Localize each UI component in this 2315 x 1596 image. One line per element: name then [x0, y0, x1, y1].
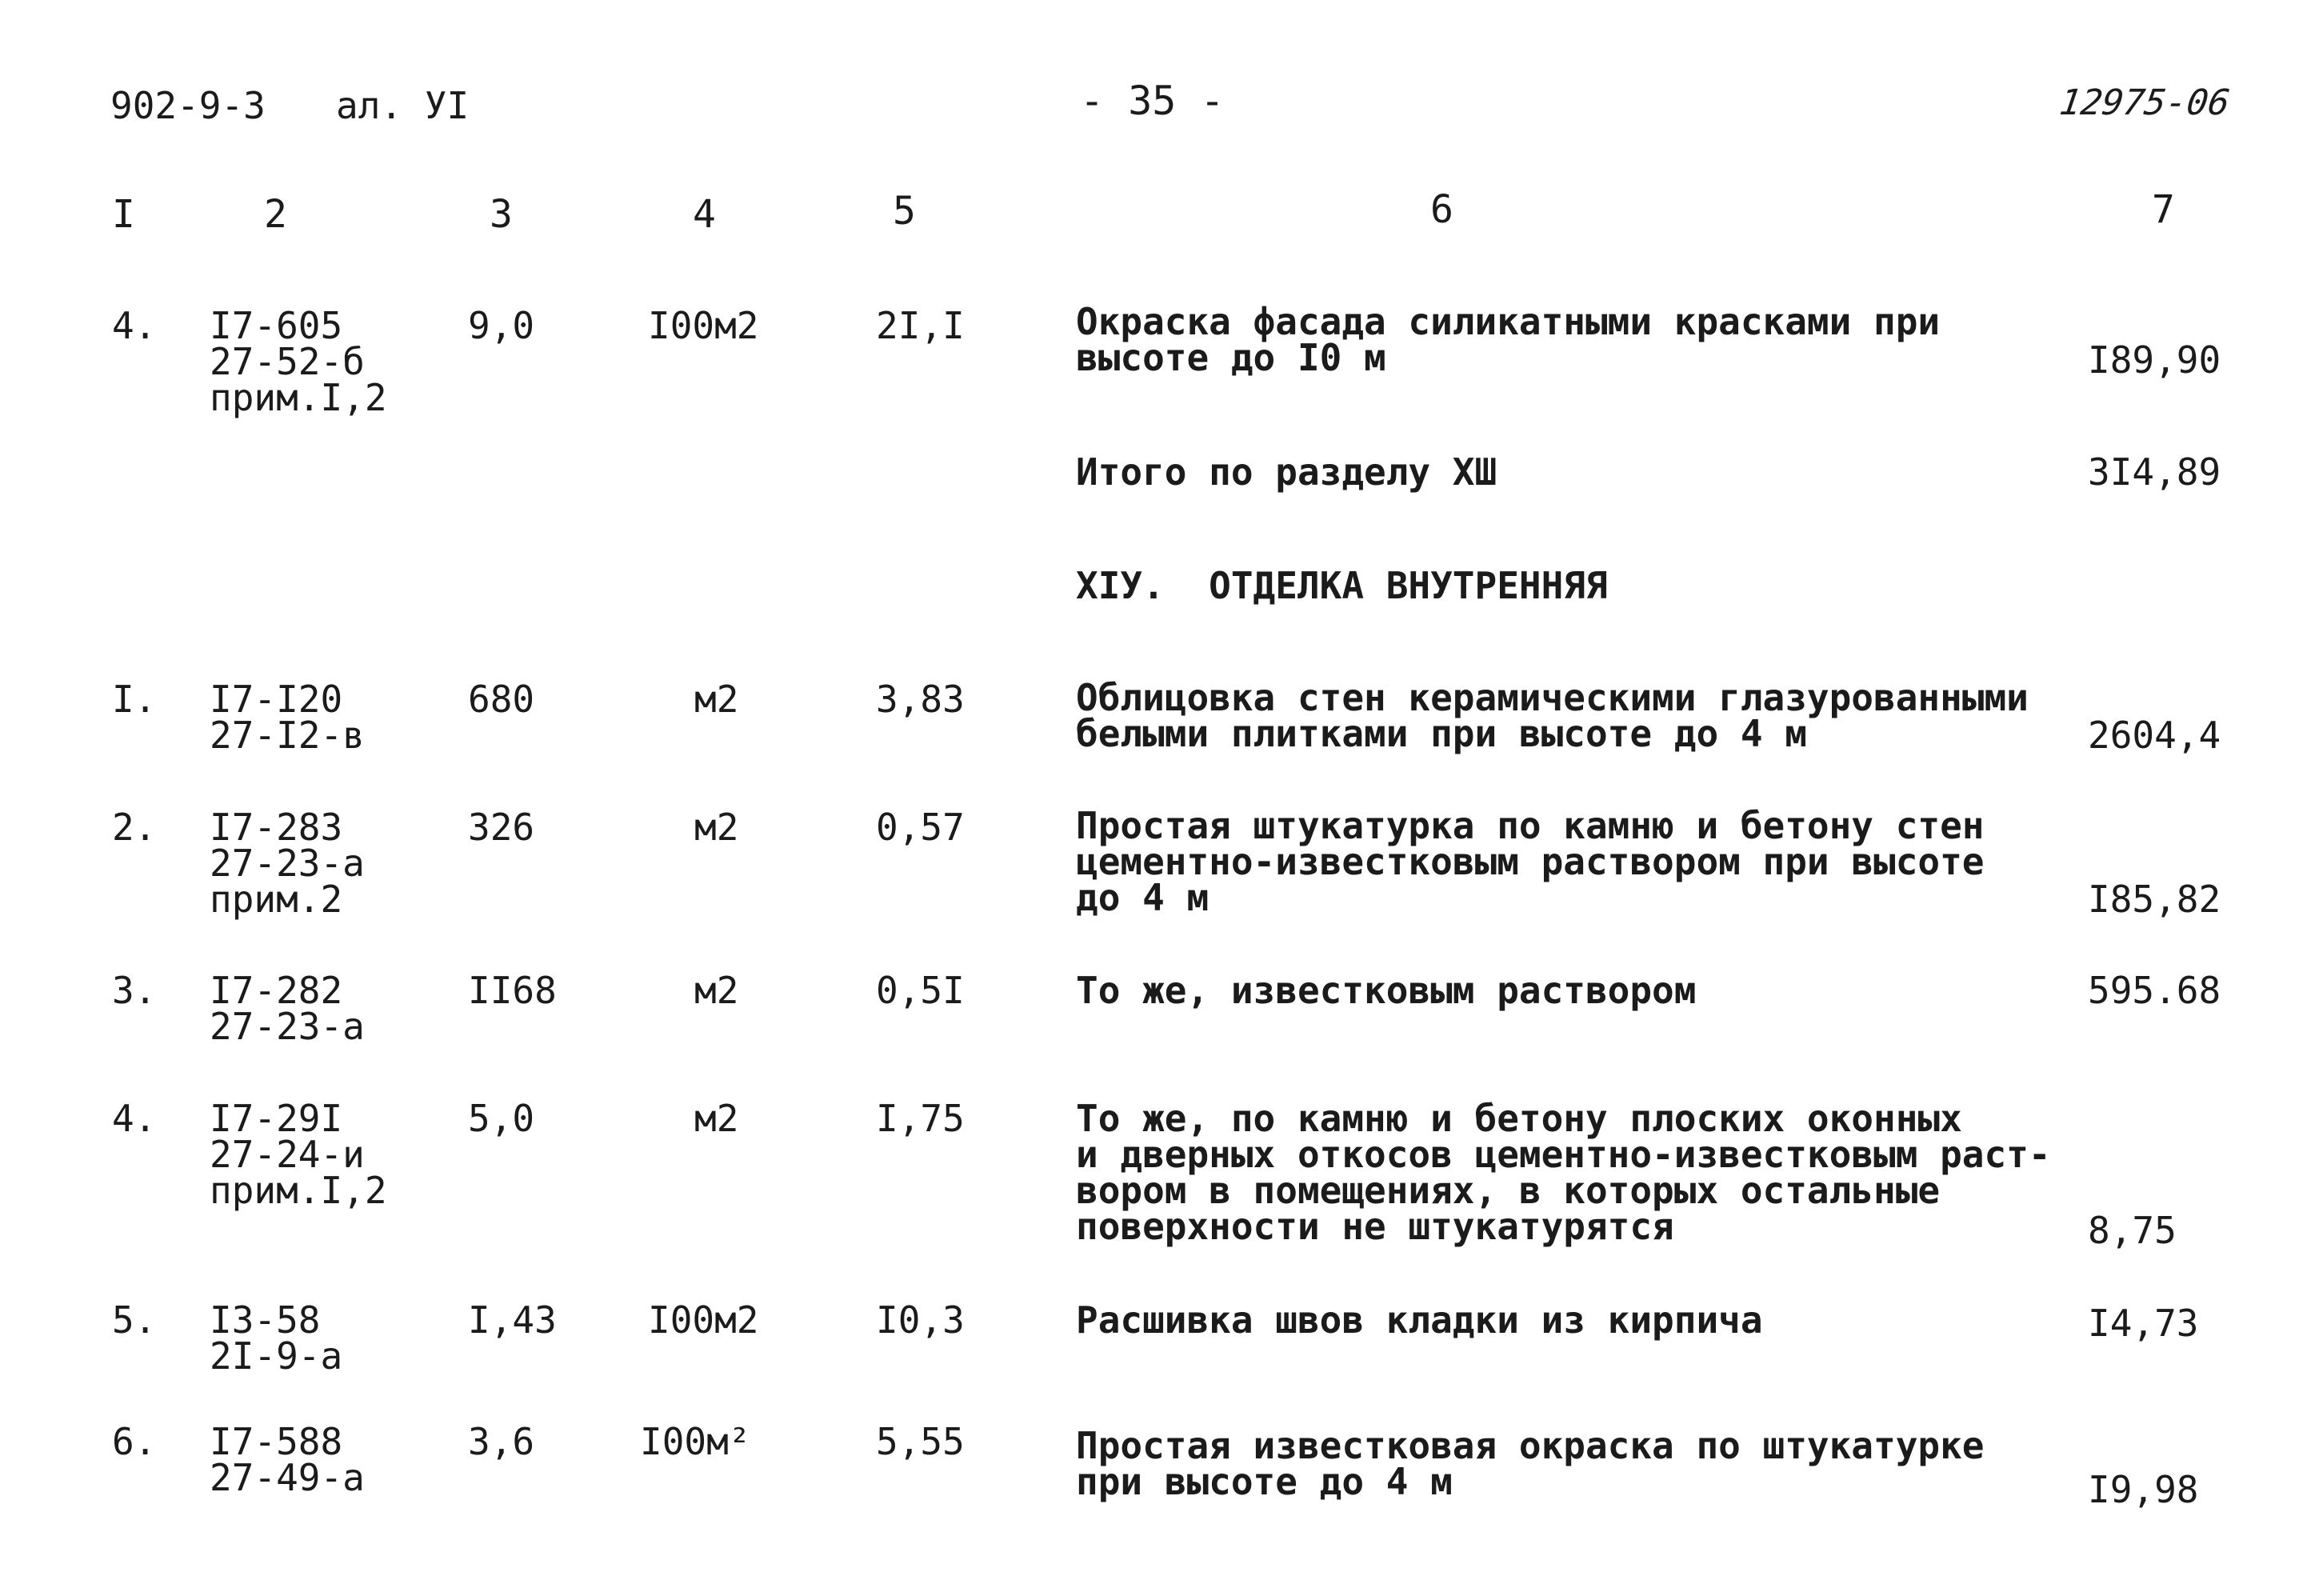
work-description: То же, по камню и бетону плоских оконных [1076, 1097, 1962, 1140]
work-description: Окраска фасада силикатными красками при [1076, 300, 1941, 343]
quantity: 3,6 [468, 1420, 535, 1463]
column-header-1: I [112, 192, 135, 237]
norm-code: 27-49-а [210, 1456, 365, 1499]
work-description: до 4 м [1076, 876, 1209, 919]
unit: I00м2 [648, 304, 759, 347]
unit: м2 [694, 678, 739, 721]
quantity: I,43 [468, 1298, 557, 1342]
norm-code: 27-24-и [210, 1133, 365, 1176]
row-number: 6. [112, 1420, 157, 1463]
work-description: белыми плитками при высоте до 4 м [1076, 712, 1807, 755]
norm-code: I7-588 [210, 1420, 343, 1463]
work-description: поверхности не штукатурятся [1076, 1205, 1674, 1248]
unit: I00м² [640, 1420, 751, 1463]
page-number: - 35 - [1080, 78, 1225, 124]
row-total: I9,98 [2088, 1468, 2199, 1511]
unit-price: 3,83 [876, 678, 965, 721]
work-description: Облицовка стен керамическими глазурованными [1076, 676, 2029, 719]
column-header-4: 4 [693, 192, 716, 237]
norm-code: I7-29I [210, 1097, 343, 1140]
norm-code: I7-605 [210, 304, 343, 347]
row-number: 3. [112, 969, 157, 1012]
column-header-3: 3 [490, 192, 513, 237]
work-description: при высоте до 4 м [1076, 1460, 1453, 1503]
unit-price: I0,3 [876, 1298, 965, 1342]
subtotal-value: 3I4,89 [2088, 450, 2221, 494]
row-number: 2. [112, 806, 157, 849]
row-number: I. [112, 678, 157, 721]
row-total: I4,73 [2088, 1302, 2199, 1345]
column-header-6: 6 [1430, 187, 1453, 232]
quantity: 680 [468, 678, 535, 721]
row-total: 595.68 [2088, 969, 2221, 1012]
unit: I00м2 [648, 1298, 759, 1342]
column-header-5: 5 [893, 189, 916, 234]
unit-price: 5,55 [876, 1420, 965, 1463]
subtotal-label: Итого по разделу ХШ [1076, 450, 1497, 494]
unit: м2 [694, 1097, 739, 1140]
norm-code: 27-52-б [210, 340, 365, 383]
quantity: 9,0 [468, 304, 535, 347]
inventory-stamp: 12975-06 [2057, 82, 2233, 123]
work-description: и дверных откосов цементно-известковым раст- [1076, 1133, 2051, 1176]
norm-code: прим.I,2 [210, 1169, 387, 1212]
quantity: 326 [468, 806, 535, 849]
row-total: 8,75 [2088, 1209, 2177, 1252]
unit: м2 [694, 969, 739, 1012]
norm-code: I7-282 [210, 969, 343, 1012]
work-description: высоте до I0 м [1076, 336, 1386, 379]
norm-code: 27-23-а [210, 1005, 365, 1048]
column-header-2: 2 [264, 192, 287, 237]
norm-code: I7-283 [210, 806, 343, 849]
work-description: Расшивка швов кладки из кирпича [1076, 1298, 1763, 1342]
document-code: 902-9-3 [110, 84, 266, 127]
norm-code: I3-58 [210, 1298, 321, 1342]
work-description: Простая известковая окраска по штукатурке [1076, 1424, 1985, 1467]
row-number: 4. [112, 304, 157, 347]
quantity: II68 [468, 969, 557, 1012]
norm-code: 2I-9-а [210, 1334, 343, 1378]
row-number: 5. [112, 1298, 157, 1342]
norm-code: 27-23-а [210, 842, 365, 885]
unit-price: I,75 [876, 1097, 965, 1140]
norm-code: прим.2 [210, 878, 343, 921]
work-description: Простая штукатурка по камню и бетону стен [1076, 804, 1985, 847]
section-heading: XIУ. ОТДЕЛКА ВНУТРЕННЯЯ [1076, 564, 1608, 607]
work-description: цементно-известковым раствором при высоте [1076, 840, 1985, 883]
norm-code: I7-I20 [210, 678, 343, 721]
unit-price: 2I,I [876, 304, 965, 347]
column-header-7: 7 [2152, 187, 2175, 232]
unit-price: 0,57 [876, 806, 965, 849]
unit-price: 0,5I [876, 969, 965, 1012]
row-total: I89,90 [2088, 338, 2221, 382]
row-total: I85,82 [2088, 878, 2221, 921]
work-description: То же, известковым раствором [1076, 969, 1697, 1012]
quantity: 5,0 [468, 1097, 535, 1140]
row-number: 4. [112, 1097, 157, 1140]
norm-code: прим.I,2 [210, 376, 387, 419]
unit: м2 [694, 806, 739, 849]
norm-code: 27-I2-в [210, 714, 365, 757]
work-description: вором в помещениях, в которых остальные [1076, 1169, 1941, 1212]
row-total: 2604,4 [2088, 714, 2221, 757]
album-number: ал. УI [336, 84, 470, 127]
